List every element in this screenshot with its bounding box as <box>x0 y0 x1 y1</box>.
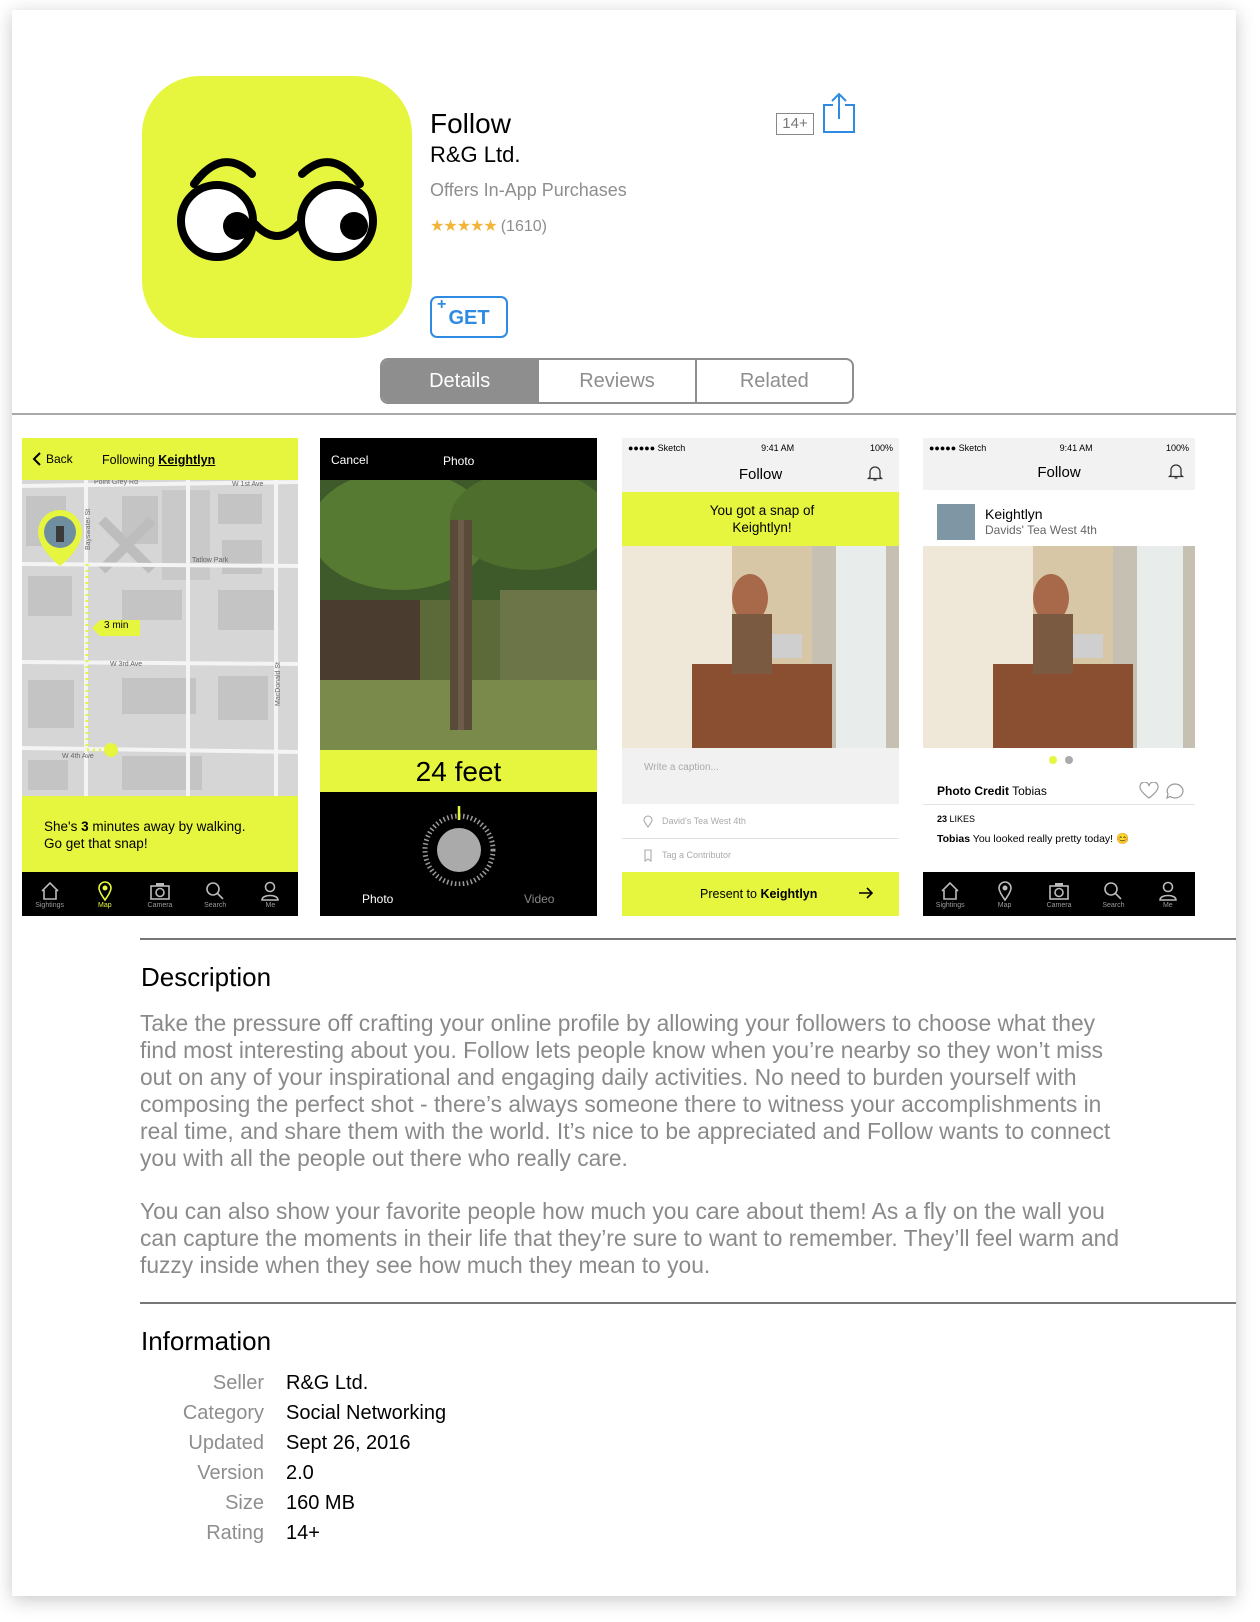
status-bar <box>923 438 1195 458</box>
caption-placeholder: Write a caption... <box>644 762 719 773</box>
location-text: David's Tea West 4th <box>662 816 746 826</box>
feed-photo <box>923 546 1195 748</box>
tab-search[interactable] <box>1086 872 1140 916</box>
tab-label: Me <box>265 901 276 909</box>
map-header <box>22 438 298 480</box>
snap-banner-text: You got a snap of Keightlyn! <box>709 503 815 535</box>
tab-me[interactable] <box>243 872 298 916</box>
age-rating-badge: 14+ <box>776 113 814 135</box>
walking-text-line2: Go get that snap! <box>44 836 148 851</box>
chevron-left-icon[interactable] <box>32 452 42 466</box>
status-battery: 100% <box>869 443 893 453</box>
info-value: R&G Ltd. <box>286 1372 369 1394</box>
tab-label: Search <box>1102 901 1125 909</box>
avatar[interactable] <box>937 504 975 540</box>
svg-text:Tatlow Park: Tatlow Park <box>192 557 229 564</box>
map-graphic <box>22 480 298 796</box>
walking-message <box>22 796 298 872</box>
screenshot-camera[interactable] <box>320 438 597 916</box>
screenshot-feed[interactable] <box>923 438 1195 916</box>
rating-stars: ★★★★★ <box>430 218 497 235</box>
tab-bar <box>923 872 1195 916</box>
tab-label: Sightings <box>935 901 965 909</box>
svg-text:W 1st Ave: W 1st Ave <box>232 481 264 488</box>
walking-minutes: 3 <box>81 819 89 834</box>
present-prefix: Present to <box>700 887 761 901</box>
share-icon[interactable] <box>822 92 856 134</box>
get-button[interactable] <box>430 296 508 338</box>
mode-photo[interactable]: Photo <box>362 892 394 906</box>
present-label <box>700 887 817 901</box>
tab-camera[interactable] <box>1032 872 1086 916</box>
screenshot-map[interactable] <box>22 438 298 916</box>
post-header <box>923 490 1195 546</box>
tab-search[interactable] <box>188 872 243 916</box>
info-value: 14+ <box>286 1522 320 1544</box>
tab-me[interactable] <box>1141 872 1195 916</box>
tab-sightings[interactable] <box>923 872 977 916</box>
likes-label: LIKES <box>947 814 976 824</box>
tab-label: Map <box>997 901 1012 909</box>
info-label: Size <box>225 1492 264 1514</box>
tab-details[interactable]: Details <box>382 360 537 402</box>
status-time: 9:41 AM <box>761 443 795 453</box>
svg-text:Bayswater St: Bayswater St <box>85 508 92 550</box>
status-bar <box>622 438 899 458</box>
svg-text:W 3rd Ave: W 3rd Ave <box>110 661 143 668</box>
tag-icon <box>642 849 654 862</box>
walking-text-pre: She's <box>44 819 82 834</box>
likes-count <box>937 814 975 824</box>
get-plus: + <box>437 296 447 313</box>
info-value: Sept 26, 2016 <box>286 1432 411 1454</box>
status-carrier: ●●●●● Sketch <box>929 443 987 453</box>
svg-text:W 4th Ave: W 4th Ave <box>62 753 94 760</box>
snap-photo <box>622 546 899 748</box>
following-prefix: Following <box>102 453 155 467</box>
camera-title: Photo <box>443 454 475 468</box>
map-pin-icon <box>94 880 116 902</box>
heart-icon[interactable] <box>1139 782 1159 800</box>
cancel-button[interactable]: Cancel <box>331 453 369 467</box>
status-time: 9:41 AM <box>1059 443 1093 453</box>
divider <box>140 1302 1236 1304</box>
status-battery: 100% <box>1165 443 1189 453</box>
segmented-control <box>380 358 854 404</box>
get-label: GET <box>448 307 490 329</box>
tab-reviews[interactable]: Reviews <box>537 360 694 402</box>
divider <box>140 938 1236 940</box>
comment-icon[interactable] <box>1165 782 1185 800</box>
snap-banner <box>622 492 899 546</box>
tab-sightings[interactable] <box>22 872 77 916</box>
map-pin-icon <box>994 880 1016 902</box>
rating[interactable] <box>430 216 547 236</box>
description-title: Description <box>141 962 272 992</box>
info-label: Seller <box>212 1372 264 1394</box>
app-developer[interactable]: R&G Ltd. <box>430 142 521 167</box>
photo-credit-row <box>923 774 1195 805</box>
comment-text: You looked really pretty today! 😊 <box>970 833 1130 845</box>
search-icon <box>204 880 226 902</box>
info-label: Updated <box>188 1432 264 1454</box>
search-icon <box>1102 880 1124 902</box>
bell-icon[interactable] <box>1167 462 1185 480</box>
status-carrier: ●●●●● Sketch <box>628 443 686 453</box>
snap-title: Follow <box>738 466 783 483</box>
present-button[interactable] <box>622 872 899 916</box>
likes-number: 23 <box>937 814 948 824</box>
camera-icon <box>149 880 171 902</box>
tag-row[interactable] <box>622 838 899 872</box>
home-icon <box>939 880 961 902</box>
eta-label: 3 min <box>104 620 129 631</box>
present-name: Keightlyn <box>760 887 818 901</box>
tab-bar <box>22 872 298 916</box>
description-paragraph: Take the pressure off crafting your online profile by allowing your followers to choose what they find most interesting about you. Follow lets people know when you’re nearby so they won’t miss out on any of your inspirational and engaging daily activities. No need to burden yourself with composing the perfect shot - there’s always someone there to witness your accomplishments in real time, and share them with the world. It’s nice to be appreciated and Follow wants to connect you with all the people out there who really care. <box>140 1010 1111 1171</box>
snap-nav <box>622 438 899 492</box>
tab-map[interactable] <box>977 872 1031 916</box>
tab-label: Camera <box>1046 901 1072 909</box>
post-place: Davids' Tea West 4th <box>985 523 1097 537</box>
person-icon <box>259 880 281 902</box>
tab-camera[interactable] <box>132 872 187 916</box>
camera-icon <box>1048 880 1070 902</box>
description-body <box>140 1010 1130 1305</box>
arrow-right-icon <box>858 886 874 900</box>
location-row[interactable] <box>622 804 899 839</box>
tab-label: Camera <box>147 901 173 909</box>
screenshot-snap[interactable] <box>622 438 899 916</box>
caption-field[interactable] <box>622 748 899 804</box>
walking-text <box>44 818 245 852</box>
feed-title: Follow <box>1037 464 1081 481</box>
info-label: Rating <box>206 1522 264 1544</box>
home-icon <box>39 880 61 902</box>
app-store-page <box>12 10 1236 1596</box>
comment-user[interactable]: Tobias <box>937 833 971 845</box>
info-value: 160 MB <box>286 1492 355 1514</box>
info-label: Version <box>197 1462 264 1484</box>
following-label <box>102 453 215 467</box>
page-dot-active[interactable] <box>1049 756 1057 764</box>
tab-related[interactable]: Related <box>695 360 852 402</box>
following-name[interactable]: Keightlyn <box>158 453 216 467</box>
map-view[interactable] <box>22 480 298 796</box>
bell-icon[interactable] <box>866 464 884 482</box>
info-value: Social Networking <box>286 1402 447 1424</box>
description-paragraph: You can also show your favorite people how much you care about them! As a fly on the wall you can capture the moments in their life that they’re sure to want to remember. They’ll feel warm and fuzzy inside when they see how much they mean to you. <box>140 1198 1120 1278</box>
glasses-face-icon <box>142 76 412 338</box>
tag-text: Tag a Contributor <box>662 850 732 860</box>
in-app-purchases-note: Offers In-App Purchases <box>430 180 627 200</box>
back-button[interactable]: Back <box>46 452 73 466</box>
person-icon <box>1157 880 1179 902</box>
app-title: Follow <box>430 108 511 139</box>
rating-count: (1610) <box>500 218 547 235</box>
tab-label: Search <box>204 901 227 909</box>
svg-text:MacDonald St: MacDonald St <box>275 662 282 706</box>
tab-label: Me <box>1162 901 1173 909</box>
photo-credit-name[interactable]: Tobias <box>1012 784 1047 798</box>
tab-map[interactable] <box>77 872 132 916</box>
post-user[interactable]: Keightlyn <box>985 506 1043 522</box>
svg-text:Point Grey Rd: Point Grey Rd <box>94 480 138 486</box>
comment <box>937 832 1129 845</box>
mode-video[interactable]: Video <box>524 892 555 906</box>
distance-label: 24 feet <box>320 750 597 792</box>
information-title: Information <box>141 1326 272 1356</box>
photo-credit-label: Photo Credit <box>937 784 1009 798</box>
shutter-dial-icon[interactable] <box>420 806 498 886</box>
page-dot[interactable] <box>1065 756 1073 764</box>
tab-label: Map <box>97 901 112 909</box>
divider <box>12 413 1236 415</box>
tab-label: Sightings <box>35 901 64 909</box>
app-icon <box>142 76 412 338</box>
walking-text-post: minutes away by walking. <box>88 819 246 834</box>
info-value: 2.0 <box>286 1462 314 1484</box>
feed-nav <box>923 438 1195 490</box>
photo-credit <box>937 784 1047 798</box>
info-label: Category <box>182 1402 264 1424</box>
tree-photo <box>320 480 597 750</box>
location-pin-icon <box>642 815 654 828</box>
